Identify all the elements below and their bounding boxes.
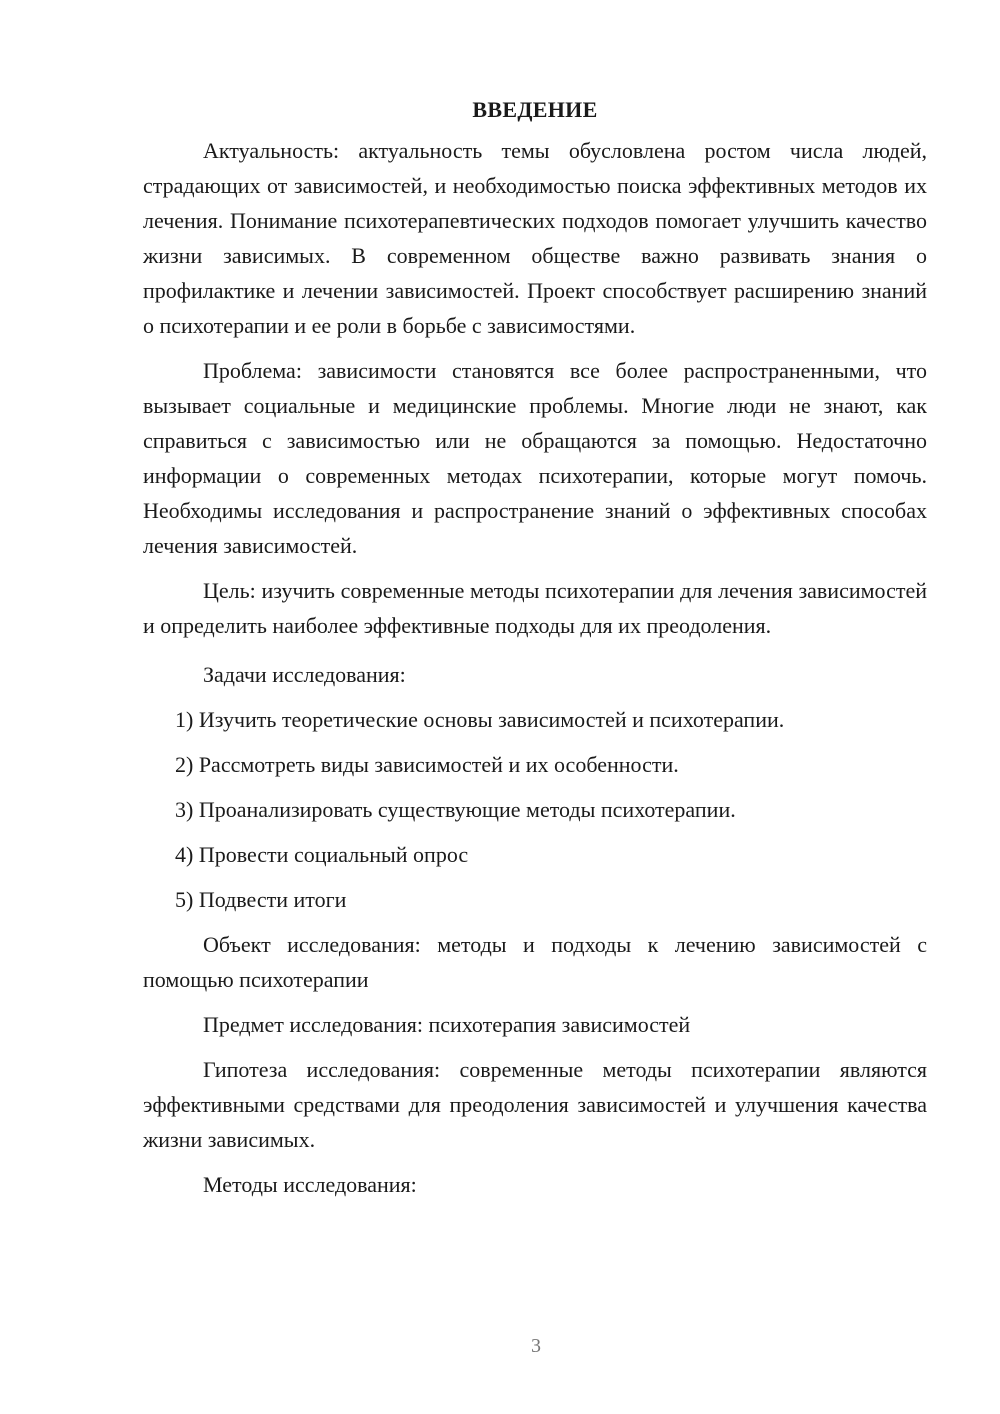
page-number: 3 bbox=[531, 1335, 541, 1357]
task-item: 2) Рассмотреть виды зависимостей и их особенности. bbox=[175, 752, 679, 777]
task-item: 3) Проанализировать существующие методы психотерапии. bbox=[175, 797, 736, 822]
goal-paragraph: Цель: изучить современные методы психотерапии для лечения зависимостей и определить наиболее эффективные подходы для их преодоления. bbox=[143, 578, 927, 638]
task-item: 1) Изучить теоретические основы зависимостей и психотерапии. bbox=[175, 707, 785, 732]
hypothesis-paragraph: Гипотеза исследования: современные методы психотерапии являются эффективными средствами для преодоления зависимостей и улучшения качества жизни зависимых. bbox=[143, 1057, 927, 1152]
tasks-heading: Задачи исследования: bbox=[203, 662, 406, 687]
task-item: 4) Провести социальный опрос bbox=[175, 842, 469, 867]
problem-paragraph: Проблема: зависимости становятся все более распространенными, что вызывает социальные и медицинские проблемы. Многие люди не знают, как справиться с зависимостью или не обращаются за помощью. Недостаточно информации о современных методах психотерапии, которые могут помочь. Необходимы исследования и распространение знаний о эффективных способах лечения зависимостей. bbox=[143, 358, 927, 558]
relevance-paragraph: Актуальность: актуальность темы обусловлена ростом числа людей, страдающих от зависимостей, и необходимостью поиска эффективных методов их лечения. Понимание психотерапевтических подходов помогает улучшить качество жизни зависимых. В современном обществе важно развивать знания о профилактике и лечении зависимостей. Проект способствует расширению знаний о психотерапии и ее роли в борьбе с зависимостями. bbox=[143, 138, 927, 338]
document-page bbox=[143, 95, 927, 1212]
page-title: ВВЕДЕНИЕ bbox=[472, 97, 598, 122]
methods-heading: Методы исследования: bbox=[203, 1172, 417, 1197]
task-item: 5) Подвести итоги bbox=[175, 887, 347, 912]
subject-paragraph: Предмет исследования: психотерапия зависимостей bbox=[203, 1012, 691, 1037]
tasks-list bbox=[143, 702, 927, 917]
object-paragraph: Объект исследования: методы и подходы к лечению зависимостей с помощью психотерапии bbox=[143, 932, 927, 992]
